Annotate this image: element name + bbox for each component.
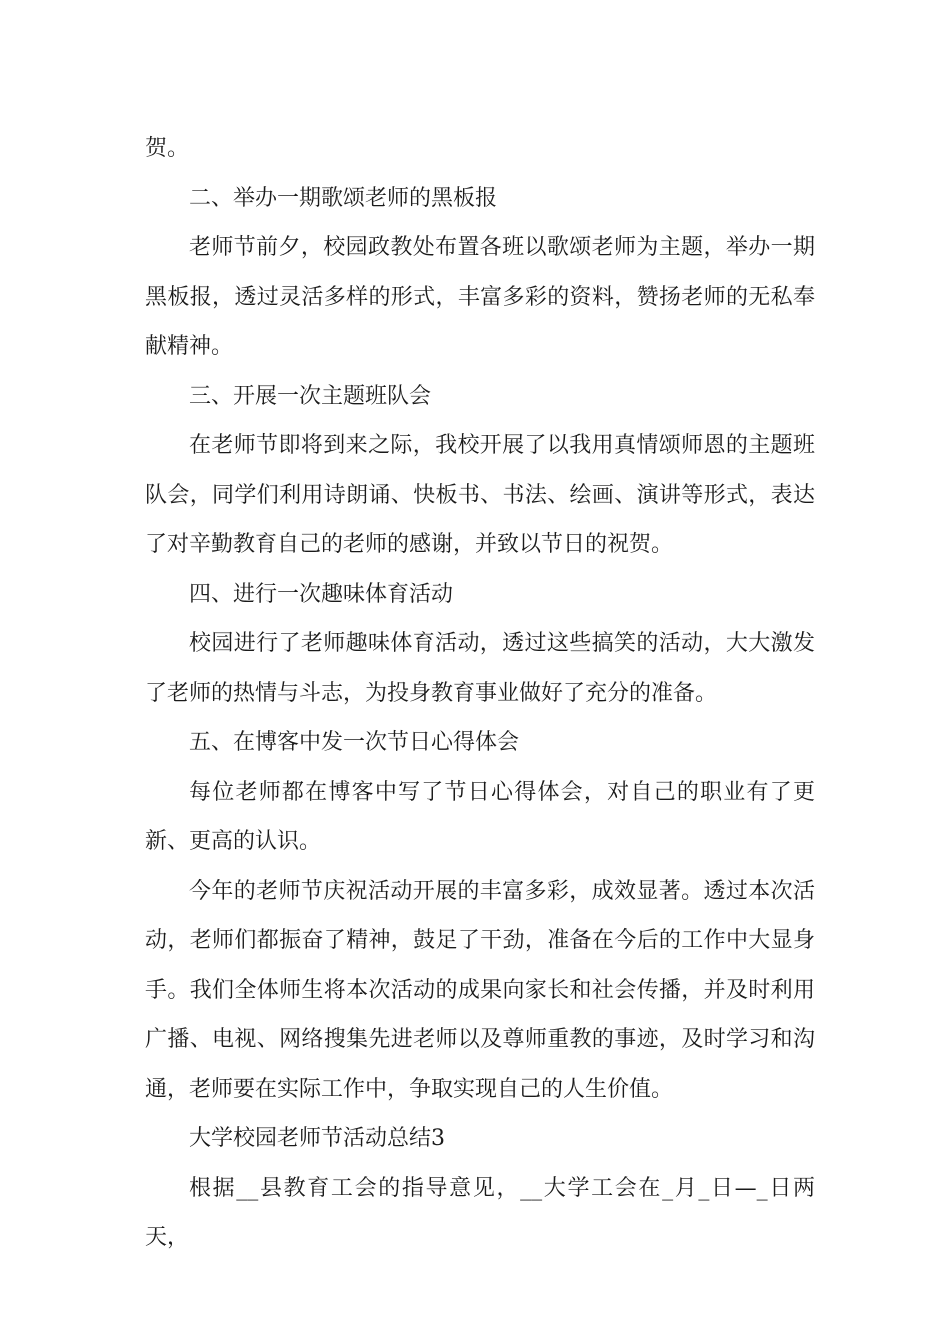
section-heading: 四、进行一次趣味体育活动 [189, 581, 454, 607]
section-heading: 五、在博客中发一次节日心得体会 [189, 730, 520, 755]
body-paragraph: 根据__县教育工会的指导意见，__大学工会在_月_日—_日两天， [145, 1175, 815, 1250]
body-paragraph: 每位老师都在博客中写了节日心得体会，对自己的职业有了更新、更高的认识。 [145, 779, 815, 854]
paragraph-continued: 贺。 [145, 136, 190, 161]
document-body [145, 124, 815, 1263]
section-heading: 二、举办一期歌颂老师的黑板报 [189, 185, 498, 211]
body-paragraph: 校园进行了老师趣味体育活动，透过这些搞笑的活动，大大激发了老师的热情与斗志，为投身教育事业做好了充分的准备。 [145, 631, 815, 706]
body-paragraph: 老师节前夕，校园政教处布置各班以歌颂老师为主题，举办一期黑板报，透过灵活多样的形式，丰富多彩的资料，赞扬老师的无私奉献精神。 [145, 235, 815, 359]
body-paragraph: 今年的老师节庆祝活动开展的丰富多彩，成效显著。透过本次活动，老师们都振奋了精神，鼓足了干劲，准备在今后的工作中大显身手。我们全体师生将本次活动的成果向家长和社会传播，并及时利用广播、电视、网络搜集先进老师以及尊师重教的事迹，及时学习和沟通，老师要在实际工作中，争取实现自己的人生价值。 [145, 878, 815, 1102]
document-title: 大学校园老师节活动总结3 [189, 1126, 445, 1151]
section-heading: 三、开展一次主题班队会 [189, 383, 432, 409]
body-paragraph: 在老师节即将到来之际，我校开展了以我用真情颂师恩的主题班队会，同学们利用诗朗诵、快板书、书法、绘画、演讲等形式，表达了对辛勤教育自己的老师的感谢，并致以节日的祝贺。 [145, 433, 815, 557]
